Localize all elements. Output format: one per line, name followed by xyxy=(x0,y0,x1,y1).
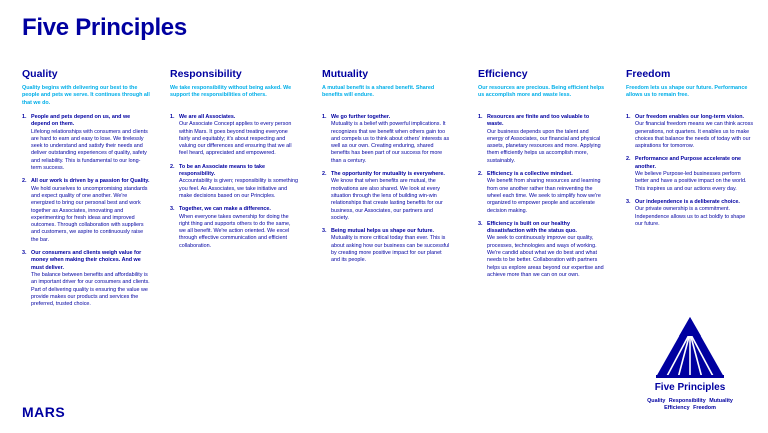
point-number: 1. xyxy=(170,114,175,120)
point-body: Our business depends upon the talent and energy of Associates, our financial and physical assets, planetary resources and more. Applying them efficiently helps us accomplish more, sustainably. xyxy=(487,128,601,164)
point-body: We hold ourselves to uncompromising standards and expect quality of one another. We're energized to bring our personal best and work together as Associates, innovating and experimenting for fresh ideas and improved outcomes. Through collaboration with suppliers and customers, we aspire to continuously raise the bar. xyxy=(31,185,148,243)
principle-point xyxy=(322,114,450,165)
logo-word: Efficiency xyxy=(664,405,690,411)
logo-word: Mutuality xyxy=(709,398,733,404)
principle-intro: Quality begins with delivering our best to the people and pets we serve. It continues through all that we do. xyxy=(22,85,150,106)
point-body: Mutuality is a belief with powerful implications. It recognizes that we benefit when others gain too and compels us to think about others' interests as well as our own. Creating enduring, shared benefits has been part of our success for more than a century. xyxy=(331,121,450,164)
principle-points-list xyxy=(626,114,754,228)
point-number: 3. xyxy=(22,250,27,257)
point-heading: We are all Associates. xyxy=(179,114,236,120)
mars-logo: MARS xyxy=(22,404,66,420)
point-heading: We go further together. xyxy=(331,114,391,120)
principle-point xyxy=(22,114,150,172)
point-number: 3. xyxy=(322,228,327,235)
point-heading: To be an Associate means to take responsibility. xyxy=(179,163,265,178)
point-body: Our private ownership is a commitment. Independence allows us to act boldly to shape our future. xyxy=(635,206,746,227)
logo-title: Five Principles xyxy=(654,382,726,393)
point-heading: People and pets depend on us, and we depend on them. xyxy=(31,114,131,128)
principle-point xyxy=(322,228,450,264)
point-body: Accountability is given; responsibility is something you feel. As Associates, we take initiative and make decisions based on our Principles. xyxy=(179,178,298,199)
point-body: We believe Purpose-led businesses perform better and have a positive impact on the world. This inspires us and our actions every day. xyxy=(635,171,747,192)
point-number: 3. xyxy=(478,220,483,227)
principle-column-freedom xyxy=(626,68,754,234)
principle-points-list xyxy=(322,114,450,265)
point-heading: Efficiency is a collective mindset. xyxy=(487,171,573,178)
principle-heading: Mutuality xyxy=(322,68,369,80)
principle-points-list xyxy=(170,114,298,250)
page-title: Five Principles xyxy=(22,14,187,41)
principle-point xyxy=(478,171,606,215)
point-heading: Together, we can make a difference. xyxy=(179,206,271,213)
point-body: The balance between benefits and affordability is an important driver for our consumers and clients. Part of delivering quality is ensuring the value we provide makes our products and services the preferred, trusted choice. xyxy=(31,271,150,308)
principle-column-mutuality xyxy=(322,68,450,271)
principle-intro: A mutual benefit is a shared benefit. Shared benefits will endure. xyxy=(322,85,435,99)
principle-column-responsibility xyxy=(170,68,298,256)
point-heading: Our independence is a deliberate choice. xyxy=(635,198,740,205)
principle-point xyxy=(626,114,754,150)
logo-words-line-1 xyxy=(630,398,750,405)
point-number: 2. xyxy=(478,171,483,178)
logo-word: Quality xyxy=(647,398,666,404)
point-heading: Our consumers and clients weigh value for money when making their choices. And we must deliver. xyxy=(31,250,142,271)
principle-point xyxy=(170,164,298,200)
point-heading: Resources are finite and too valuable to waste. xyxy=(487,114,590,128)
point-number: 2. xyxy=(626,156,631,163)
point-body: Our financial freedom means we can think across generations, not quarters. It enables us to make choices that balance the needs of today with our aspirations for tomorrow. xyxy=(635,121,754,150)
logo-word: Freedom xyxy=(693,405,716,411)
point-heading: Performance and Purpose accelerate one another. xyxy=(635,156,742,170)
principle-point xyxy=(626,156,754,192)
principle-point xyxy=(478,114,606,165)
point-number: 2. xyxy=(322,171,327,178)
principle-column-quality xyxy=(22,68,150,314)
point-heading: Being mutual helps us shape our future. xyxy=(331,228,435,235)
point-number: 3. xyxy=(626,198,631,205)
principle-points-list xyxy=(478,114,606,279)
principle-heading: Responsibility xyxy=(170,68,242,80)
logo-words-line-2 xyxy=(630,405,750,412)
five-principles-logo xyxy=(630,315,750,425)
principle-heading: Efficiency xyxy=(478,68,528,80)
principle-heading: Quality xyxy=(22,68,58,80)
point-body: Lifelong relationships with consumers and clients are hard to earn and easy to lose. We tirelessly seek to understand and satisfy their needs and deliver outstanding experiences of quality, safety and reliability. This is fundamental to our long-term success. xyxy=(31,128,148,172)
principle-point xyxy=(170,206,298,250)
point-body: We seek to continuously improve our quality, processes, technologies and ways of working. We're candid about what we do best and what needs to be better. Collaboration with partners helps us explore areas beyond our expertise and achieve more than we can on our own. xyxy=(487,235,604,278)
point-heading: Our freedom enables our long-term vision. xyxy=(635,114,745,120)
logo-principles-list xyxy=(630,398,750,412)
principle-point xyxy=(22,178,150,244)
point-heading: The opportunity for mutuality is everywhere. xyxy=(331,171,445,178)
logo-word: Responsibility xyxy=(668,398,706,404)
point-heading: All our work is driven by a passion for Quality. xyxy=(31,178,150,185)
point-number: 1. xyxy=(478,114,483,120)
principle-intro: Our resources are precious. Being efficient helps us accomplish more and waste less. xyxy=(478,85,605,99)
principle-point xyxy=(626,199,754,228)
point-number: 1. xyxy=(22,114,27,120)
five-principles-emblem-icon xyxy=(652,315,728,379)
point-body: We know that when benefits are mutual, the motivations are also shared. We look at every situation through the lens of building win-win relationships that create lasting benefits for our business, our Associates, our partners and society. xyxy=(331,178,443,221)
principle-points-list xyxy=(22,114,150,308)
principle-point xyxy=(322,171,450,222)
principle-heading: Freedom xyxy=(626,68,671,80)
point-heading: Efficiency is built on our healthy dissatisfaction with the status quo. xyxy=(487,220,577,235)
point-body: We benefit from sharing resources and learning from one another rather than reinventing the wheel each time. We seek to simplify how we're organized to empower people and accelerate decision making. xyxy=(487,178,601,214)
principle-point xyxy=(170,114,298,158)
principle-point xyxy=(478,221,606,279)
point-number: 2. xyxy=(22,178,27,185)
principle-column-efficiency xyxy=(478,68,606,285)
principle-intro: Freedom lets us shape our future. Performance allows us to remain free. xyxy=(626,85,748,99)
point-number: 3. xyxy=(170,206,175,213)
point-body: Mutuality is more critical today than ever. This is about asking how our business can be successful by creating more positive impact for our planet and its people. xyxy=(331,235,450,264)
principle-point xyxy=(22,250,150,308)
point-number: 1. xyxy=(626,114,631,120)
point-number: 2. xyxy=(170,163,175,170)
point-body: Our Associate Concept applies to every person within Mars. It goes beyond treating everyone fairly and equitably; it's about respecting and valuing our differences and ensuring that we all feel heard, appreciated and empowered. xyxy=(179,121,292,157)
principle-intro: We take responsibility without being asked. We support the responsibilities of others. xyxy=(170,85,292,99)
point-body: When everyone takes ownership for doing the right thing and supports others to do the same, we all benefit. We're action oriented. We excel through effective communication and efficient collaboration. xyxy=(179,213,291,249)
point-number: 1. xyxy=(322,114,327,120)
